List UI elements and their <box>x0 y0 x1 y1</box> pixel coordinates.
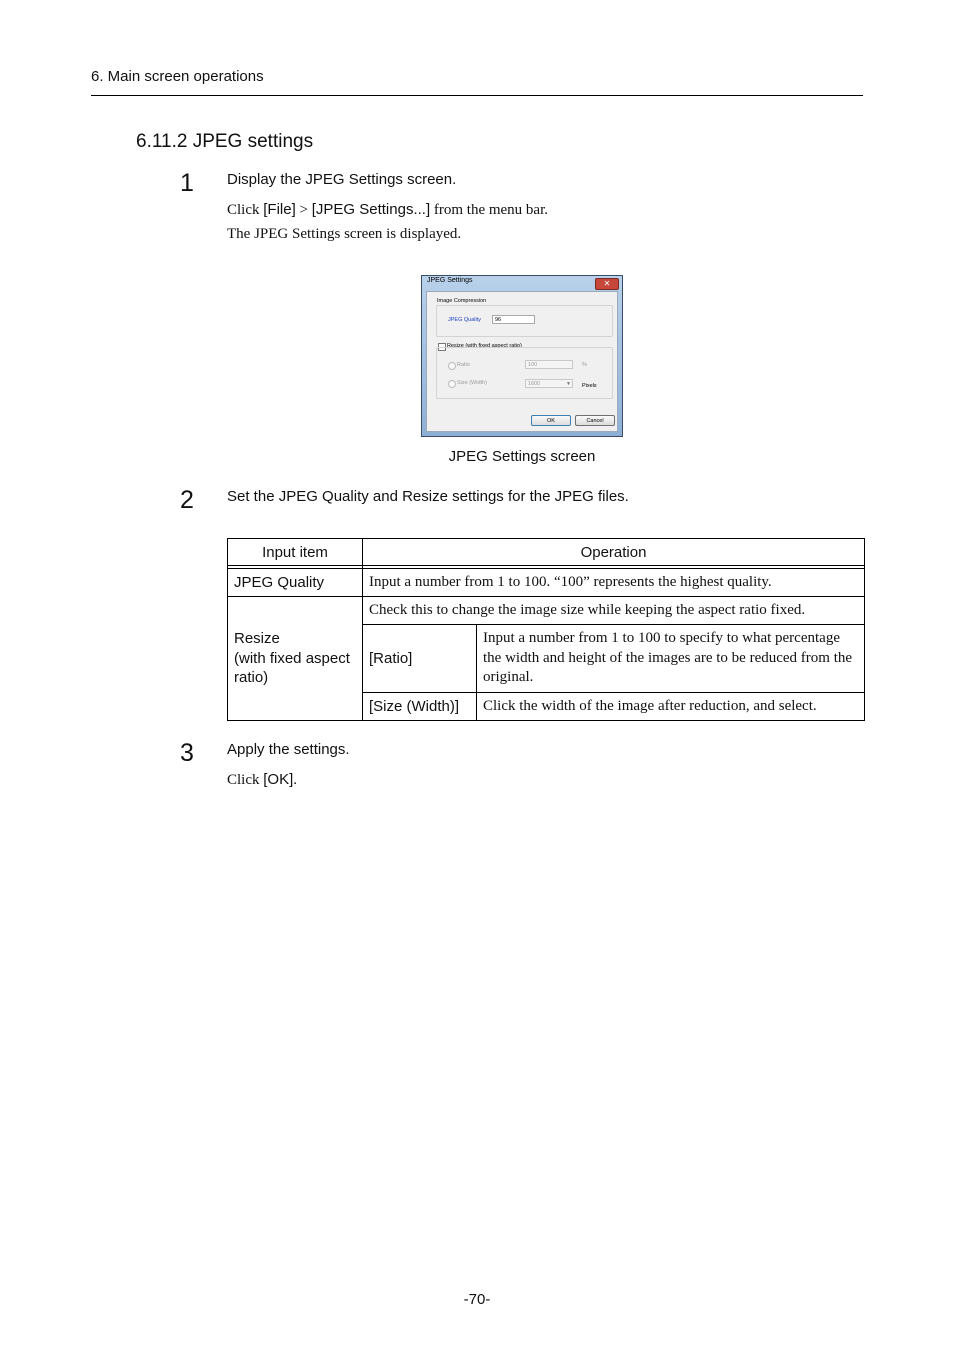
item-resize <box>228 597 363 721</box>
ok-button[interactable]: OK <box>531 415 571 426</box>
jpeg-settings-dialog-screenshot <box>421 275 623 437</box>
settings-table <box>227 538 865 721</box>
step-3-title: Apply the settings. <box>227 741 350 758</box>
text-segment: from the menu bar. <box>430 202 549 218</box>
figure-caption-wrapper <box>421 448 623 465</box>
operation-resize: Check this to change the image size while keeping the aspect ratio fixed. <box>363 597 865 625</box>
jpeg-quality-input[interactable]: 96 <box>492 315 535 324</box>
ratio-radio[interactable] <box>448 362 456 370</box>
menu-term-jpeg-settings: [JPEG Settings...] <box>311 201 431 218</box>
size-select[interactable] <box>525 379 573 388</box>
page-number: -70- <box>463 1291 491 1308</box>
size-radio[interactable] <box>448 380 456 388</box>
ratio-label: Ratio <box>457 362 470 368</box>
text-segment: Click <box>227 202 264 218</box>
header-input-item: Input item <box>228 539 363 566</box>
ratio-unit: % <box>582 362 587 368</box>
step-number-3: 3 <box>180 739 194 767</box>
table-row <box>228 569 865 597</box>
size-unit: Pixels <box>582 383 597 389</box>
chevron-down-icon: ▼ <box>566 381 571 387</box>
step-1-result: The JPEG Settings screen is displayed. <box>227 226 462 242</box>
figure-caption: JPEG Settings screen <box>448 448 596 465</box>
subitem-size-width: [Size (Width)] <box>363 693 477 721</box>
size-label: Size (Width) <box>457 380 487 386</box>
item-jpeg-quality: JPEG Quality <box>228 569 363 597</box>
header-rule <box>91 95 863 96</box>
operation-jpeg-quality: Input a number from 1 to 100. “100” represents the highest quality. <box>363 569 865 597</box>
header-operation: Operation <box>363 539 865 566</box>
operation-size-width: Click the width of the image after reduction, and select. <box>477 693 865 721</box>
running-header: 6. Main screen operations <box>91 68 264 85</box>
step-1-title: Display the JPEG Settings screen. <box>227 171 457 188</box>
step-2-title: Set the JPEG Quality and Resize settings for the JPEG files. <box>227 488 629 505</box>
table-header-row <box>228 539 865 566</box>
cancel-button[interactable]: Cancel <box>575 415 615 426</box>
dialog-client-area <box>426 291 618 432</box>
menu-term-file: [File] <box>263 201 296 218</box>
image-compression-label: Image Compression <box>437 298 487 304</box>
dialog-title: JPEG Settings <box>427 277 473 284</box>
step-number-1: 1 <box>180 169 194 197</box>
resize-label: Resize (with fixed aspect ratio) <box>447 343 522 349</box>
item-resize-line: Resize <box>234 630 280 648</box>
text-segment: . <box>293 772 298 788</box>
text-segment: > <box>295 202 312 218</box>
step-3-instruction <box>227 771 297 789</box>
resize-group <box>436 347 613 399</box>
text-segment: Click <box>227 772 264 788</box>
subitem-ratio: [Ratio] <box>363 625 477 693</box>
jpeg-quality-label: JPEG Quality <box>448 317 482 323</box>
item-resize-line: ratio) <box>234 669 269 687</box>
step-1-instruction <box>227 201 548 219</box>
table-row <box>228 597 865 625</box>
ratio-input[interactable]: 100 <box>525 360 573 369</box>
dialog-titlebar <box>422 276 622 290</box>
operation-ratio: Input a number from 1 to 100 to specify to what percentage the width and height of the images are to be reduced from the original. <box>477 625 865 693</box>
button-term-ok: [OK] <box>263 771 294 788</box>
section-title: 6.11.2 JPEG settings <box>136 131 314 152</box>
item-resize-line: (with fixed aspect <box>234 649 350 667</box>
size-select-value: 1600 <box>528 381 541 387</box>
close-icon[interactable]: ✕ <box>595 278 619 290</box>
step-number-2: 2 <box>180 486 194 514</box>
